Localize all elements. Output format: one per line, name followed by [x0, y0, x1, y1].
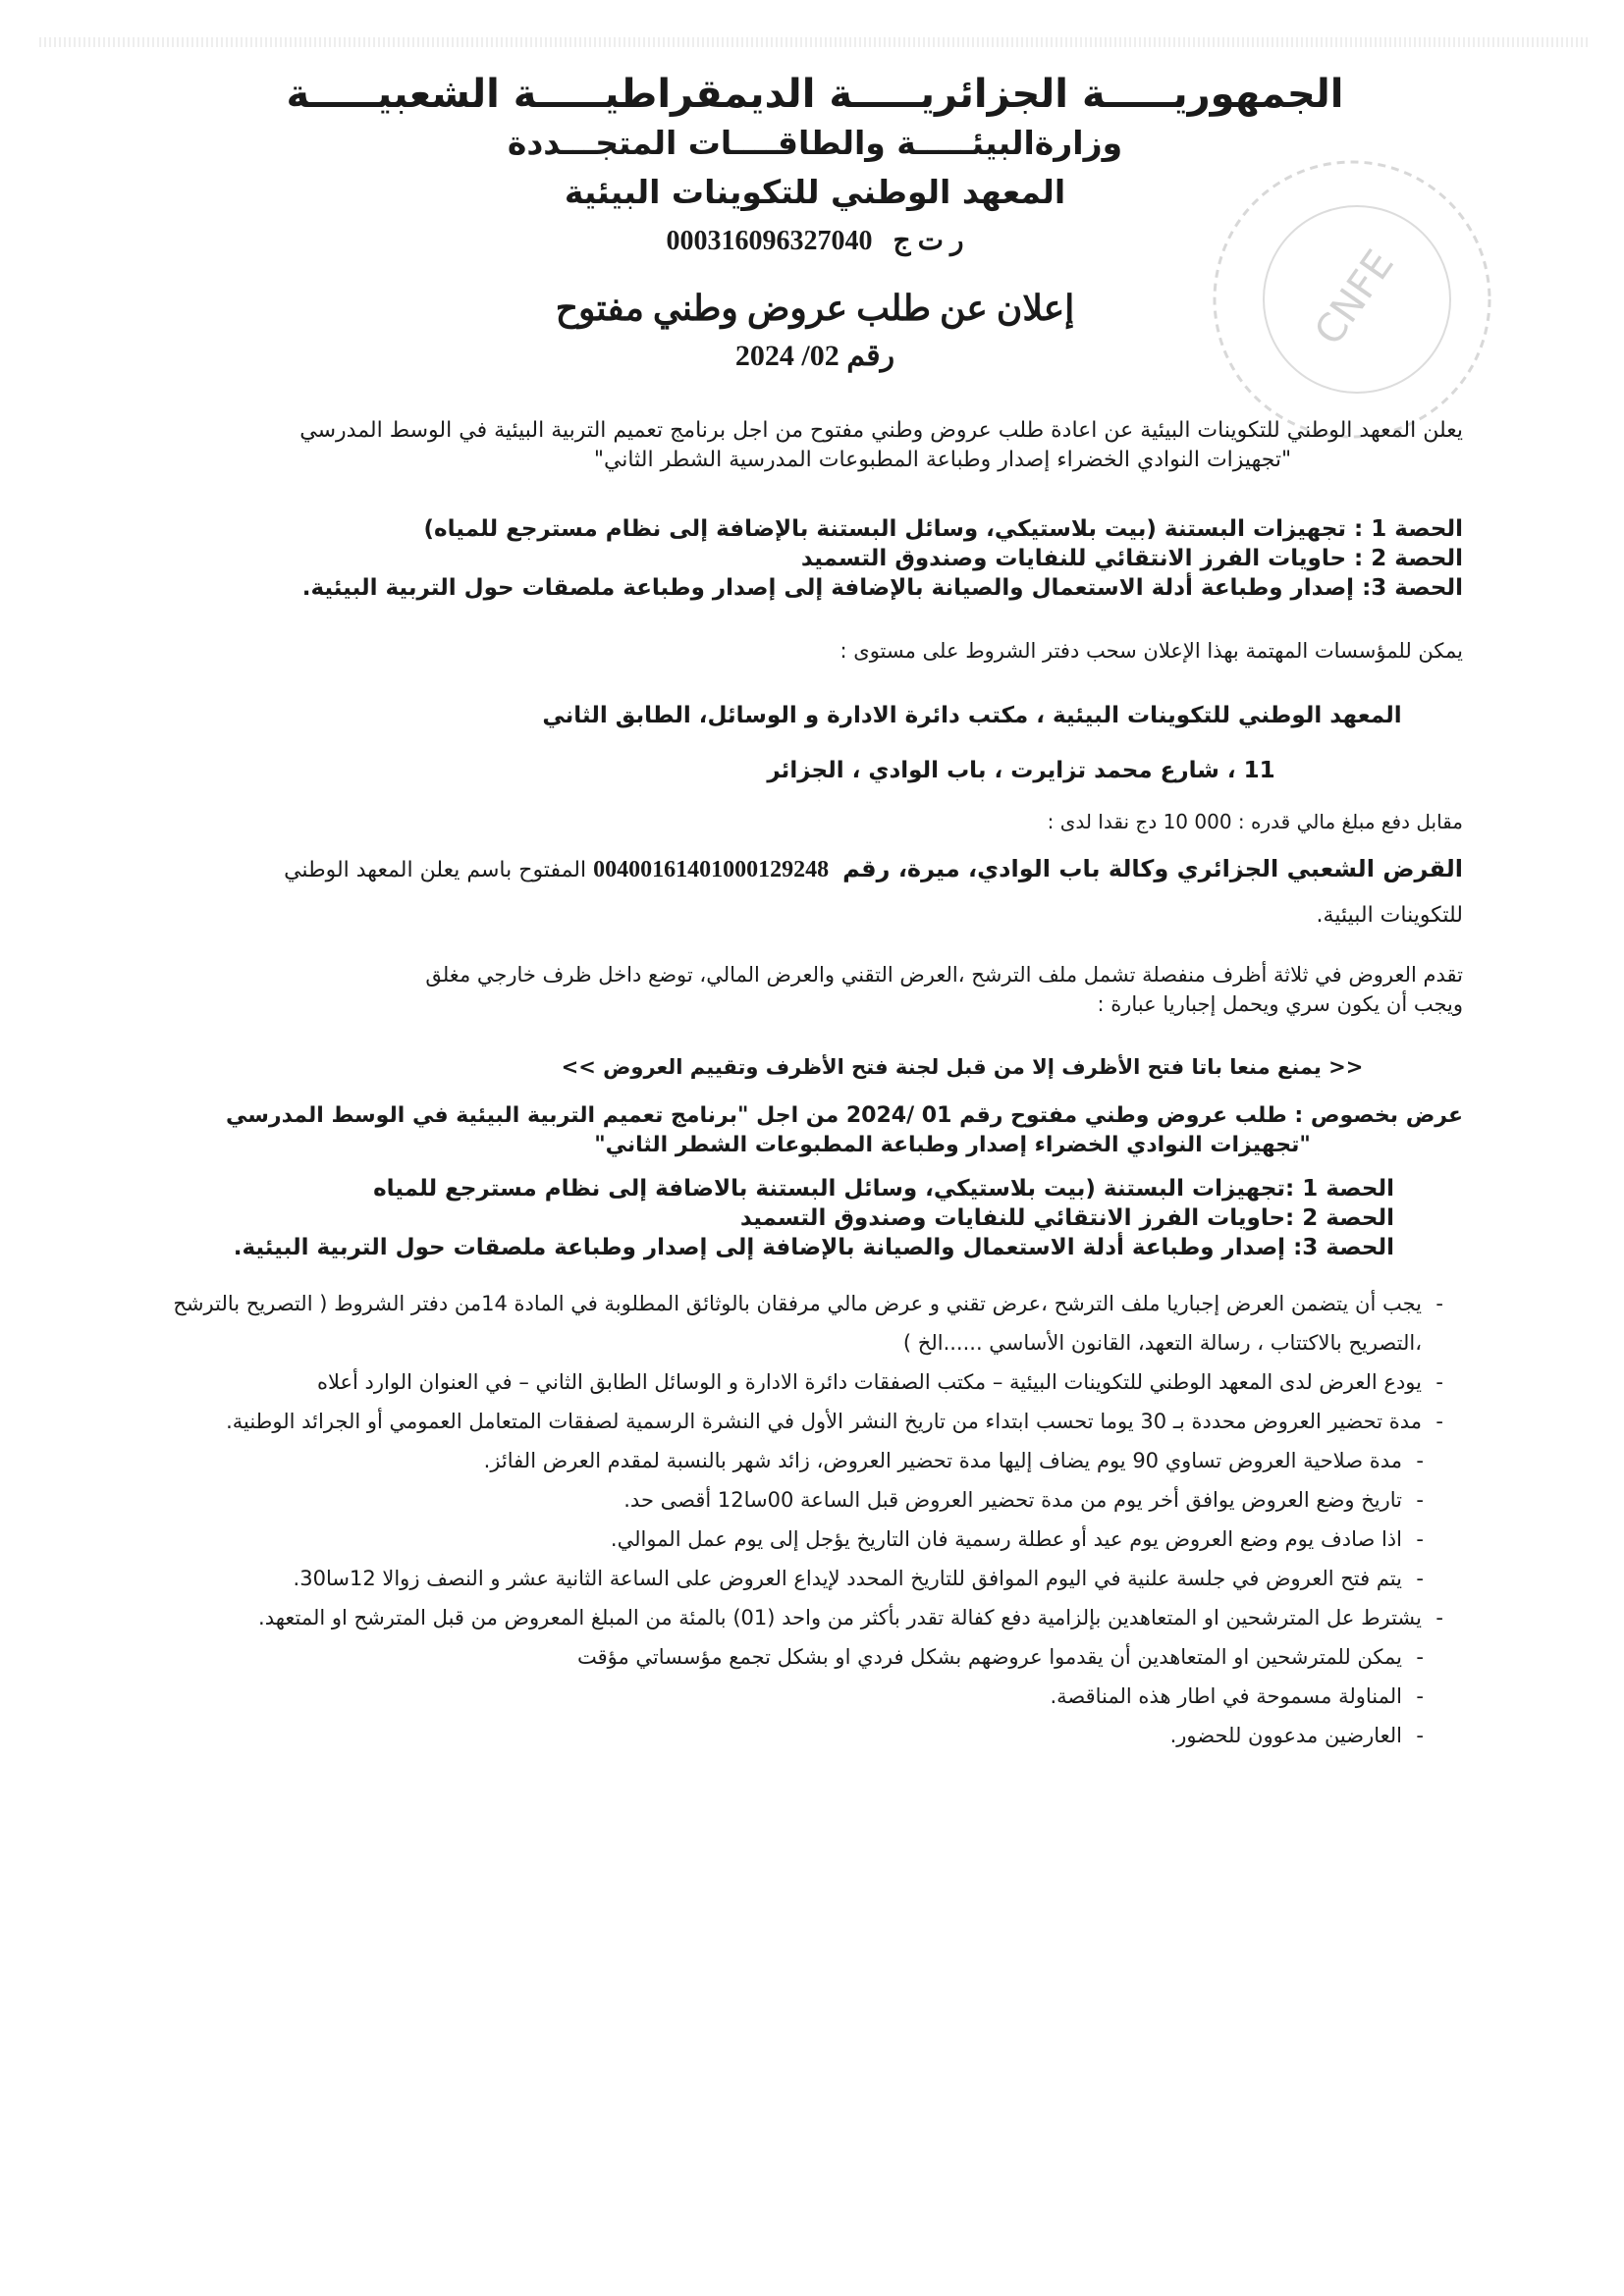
condition-item: [167, 1362, 1443, 1402]
condition-item: [167, 1284, 1443, 1362]
bullet-dash: -: [1435, 1410, 1443, 1433]
condition-text: تاريخ وضع العروض يوافق أخر يوم من مدة تحضير العروض قبل الساعة 00سا12 أقصى حد.: [623, 1488, 1402, 1512]
condition-text: يجب أن يتضمن العرض إجباريا ملف الترشح ،عرض تقني و عرض مالي مرفقان بالوثائق المطلوبة في المادة 14من دفتر الشروط ( التصريح بالترشح ،التصريح بالاكتتاب ، رسالة التعهد، القانون الأساسي ......الخ ): [173, 1292, 1422, 1355]
bullet-dash: -: [1435, 1606, 1443, 1629]
lot-repeat-1: الحصة 1 :تجهيزات البستنة (بيت بلاستيكي، وسائل البستنة بالاضافة إلى نظام مسترجع للمياه: [373, 1176, 1394, 1201]
intro-line-1: يعلن المعهد الوطني للتكوينات البيئية عن اعادة طلب عروض وطني مفتوح من اجل برنامج تعميم التربية البيئية في الوسط المدرسي: [299, 418, 1463, 443]
svg-text:CNFE: CNFE: [1306, 241, 1403, 353]
bullet-dash: -: [1435, 1370, 1443, 1394]
institute-name: المعهد الوطني للتكوينات البيئية: [564, 173, 1066, 211]
condition-text: مدة تحضير العروض محددة بـ 30 يوما تحسب ابتداء من تاريخ النشر الأول في النشرة الرسمية لصفقات المتعامل العمومي أو الجرائد الوطنية.: [226, 1410, 1422, 1433]
lot-2: الحصة 2 : حاويات الفرز الانتقائي للنفايات وصندوق التسميد: [800, 546, 1463, 571]
bank-tail: المفتوح باسم يعلن المعهد الوطني: [284, 858, 587, 882]
bullet-dash: -: [1435, 1292, 1443, 1315]
republic-name: الجمهوريـــــة الجزائريـــــة الديمقراطيـــــة الشعبيـــــة: [286, 72, 1344, 117]
lots-repeat-list: [167, 1174, 1463, 1262]
bullet-dash: -: [1416, 1724, 1424, 1747]
letterhead: [167, 69, 1463, 377]
condition-text: يودع العرض لدى المعهد الوطني للتكوينات البيئية – مكتب الصفقات دائرة الادارة و الوسائل الطابق الثاني – في العنوان الوارد أعلاه: [316, 1370, 1422, 1394]
bullet-dash: -: [1416, 1645, 1424, 1669]
condition-item: [167, 1559, 1443, 1598]
registry-label: ر ت ج: [893, 226, 964, 256]
bullet-dash: -: [1416, 1567, 1424, 1590]
bank-line-1: [167, 846, 1463, 893]
condition-item: [167, 1480, 1443, 1520]
bank-account-last-digit: 8: [817, 857, 830, 882]
address-line-1: المعهد الوطني للتكوينات البيئية ، مكتب دائرة الادارة و الوسائل، الطابق الثاني: [542, 703, 1402, 728]
condition-item: [167, 1716, 1443, 1755]
scan-noise-strip: [39, 37, 1591, 47]
bullet-dash: -: [1416, 1449, 1424, 1472]
condition-text: المناولة مسموحة في اطار هذه المناقصة.: [1050, 1684, 1402, 1708]
bank-line-2: للتكوينات البيئية.: [1316, 903, 1463, 928]
bullet-dash: -: [1416, 1527, 1424, 1551]
announcement-document: [167, 69, 1463, 1755]
address-line-2: 11 ، شارع محمد تزايرت ، باب الوادي ، الجزائر: [767, 758, 1275, 783]
condition-item: [167, 1520, 1443, 1559]
condition-item: [167, 1402, 1443, 1441]
bank-account-digits: 0040016140100012924: [593, 857, 818, 882]
lot-repeat-3: الحصة 3: إصدار وطباعة أدلة الاستعمال والصيانة بالإضافة إلى إصدار وطباعة ملصقات حول التربية البيئية.: [233, 1235, 1394, 1260]
registry-line: [167, 218, 1463, 265]
bank-name: القرض الشعبي الجزائري وكالة باب الوادي، ميرة، رقم: [842, 855, 1463, 882]
bank-account: [593, 857, 829, 882]
lot-3: الحصة 3: إصدار وطباعة أدلة الاستعمال والصيانة بالإضافة إلى إصدار وطباعة ملصقات حول التربية البيئية.: [301, 575, 1463, 601]
envelopes-line-1: تقدم العروض في ثلاثة أظرف منفصلة تشمل ملف الترشح ،العرض التقني والعرض المالي، توضع داخل ظرف خارجي مغلق: [425, 963, 1463, 987]
offer-subject: [167, 1101, 1463, 1160]
condition-text: اذا صادف يوم وضع العروض يوم عيد أو عطلة رسمية فان التاريخ يؤجل إلى يوم عمل الموالي.: [610, 1527, 1402, 1551]
address-block: [167, 701, 1463, 785]
condition-item: [167, 1598, 1443, 1637]
envelopes-line-2: ويجب أن يكون سري ويحمل إجباريا عبارة :: [1097, 992, 1463, 1016]
warning-text: << يمنع منعا باتا فتح الأظرف إلا من قبل لجنة فتح الأظرف وتقييم العروض >>: [561, 1055, 1364, 1079]
lots-list: [167, 514, 1463, 603]
condition-item: [167, 1441, 1443, 1480]
registry-number: 000316096327040: [666, 226, 873, 256]
condition-text: العارضين مدعوون للحضور.: [1169, 1724, 1402, 1747]
announcement-number: رقم 02/ 2024: [734, 340, 895, 372]
condition-text: يتم فتح العروض في جلسة علنية في اليوم الموافق للتاريخ المحدد لإيداع العروض على الساعة الثانية عشر و النصف زوالا 12سا30.: [293, 1567, 1402, 1590]
envelopes-paragraph: [167, 960, 1463, 1019]
condition-item: [167, 1637, 1443, 1677]
offer-subject-line-1: عرض بخصوص : طلب عروض وطني مفتوح رقم 01 /2024 من اجل "برنامج تعميم التربية البيئية في الوسط المدرسي: [226, 1103, 1463, 1128]
intro-paragraph: [167, 416, 1463, 475]
condition-text: يمكن للمترشحين او المتعاهدين أن يقدموا عروضهم بشكل فردي او بشكل تجمع مؤسساتي مؤقت: [577, 1645, 1402, 1669]
condition-text: مدة صلاحية العروض تساوي 90 يوم يضاف إليها مدة تحضير العروض، زائد شهر بالنسبة لمقدم العرض الفائز.: [483, 1449, 1402, 1472]
intro-line-2: "تجهيزات النوادي الخضراء إصدار وطباعة المطبوعات المدرسية الشطر الثاني": [593, 448, 1292, 472]
payment-line: مقابل دفع مبلغ مالي قدره : 000 10 دج نقدا لدى :: [1047, 810, 1463, 833]
condition-text: يشترط عل المترشحين او المتعاهدين بإلزامية دفع كفالة تقدر بأكثر من واحد (01) بالمئة من المبلغ المعروض من قبل المترشح او المتعهد.: [258, 1606, 1422, 1629]
withdraw-text: يمكن للمؤسسات المهتمة بهذا الإعلان سحب دفتر الشروط على مستوى :: [839, 639, 1463, 663]
condition-item: [167, 1677, 1443, 1716]
lot-repeat-2: الحصة 2 :حاويات الفرز الانتقائي للنفايات وصندوق التسميد: [739, 1205, 1394, 1231]
bullet-dash: -: [1416, 1684, 1424, 1708]
lot-1: الحصة 1 : تجهيزات البستنة (بيت بلاستيكي، وسائل البستنة بالإضافة إلى نظام مسترجع للمياه): [423, 516, 1463, 542]
offer-subject-line-2: "تجهيزات النوادي الخضراء إصدار وطباعة المطبوعات الشطر الثاني": [594, 1133, 1311, 1157]
bank-block: [167, 846, 1463, 938]
conditions-list: [167, 1284, 1463, 1755]
announcement-title: إعلان عن طلب عروض وطني مفتوح: [555, 289, 1075, 328]
ministry-name: وزارةالبيئـــــة والطاقــــات المتجـــددة: [507, 124, 1123, 162]
bullet-dash: -: [1416, 1488, 1424, 1512]
